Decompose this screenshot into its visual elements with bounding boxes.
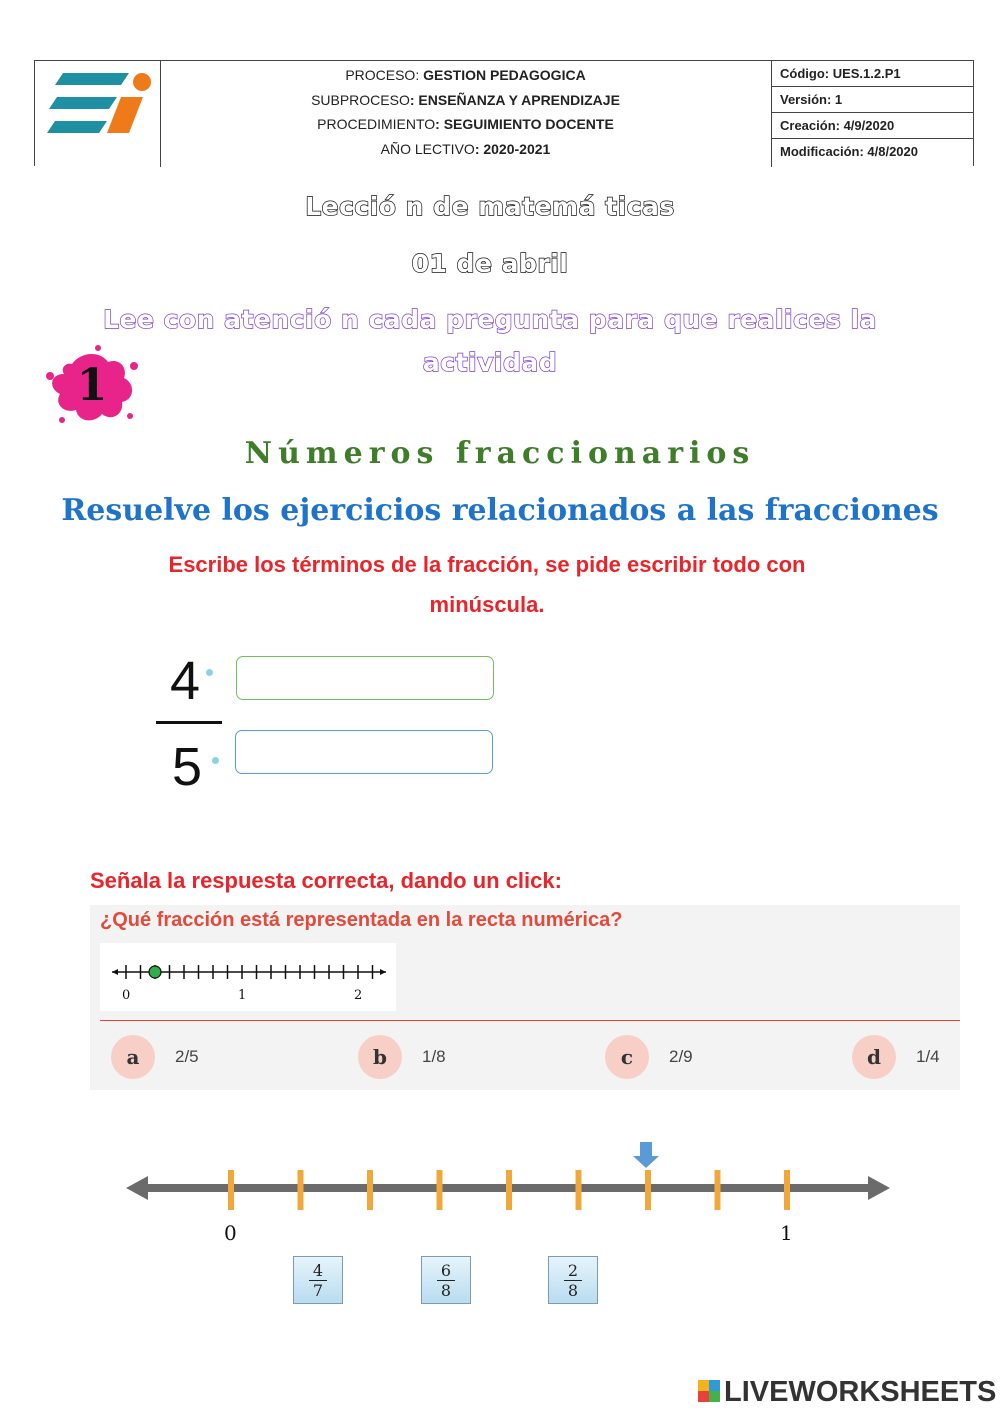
option-letter[interactable]: b: [358, 1035, 402, 1079]
fraction-choice-4-7[interactable]: [293, 1256, 343, 1304]
option-value: 2/5: [175, 1047, 199, 1066]
tick-mark: [228, 1170, 234, 1210]
axis-label: 1: [780, 1221, 793, 1245]
modificacion: Modificación: 4/8/2020: [780, 144, 918, 159]
quiz-divider: [100, 1020, 960, 1021]
proceso-label: PROCESO:: [345, 67, 424, 83]
axis-label: 2: [354, 988, 363, 1003]
denominator-input[interactable]: [235, 730, 493, 774]
lesson-title: Lecció n de matemá ticas: [305, 192, 675, 221]
tick-mark: [576, 1170, 582, 1210]
codigo: Código: UES.1.2.P1: [772, 61, 973, 87]
section-subtitle: Resuelve los ejercicios relacionados a las fracciones: [61, 493, 939, 528]
fraction-choice-2-8[interactable]: [548, 1256, 598, 1304]
instruction-line1: Lee con atenció n cada pregunta para que realices la: [103, 305, 877, 334]
choice-denominator: 8: [567, 1281, 579, 1300]
subproceso-value: : ENSEÑANZA Y APRENDIZAJE: [409, 91, 620, 108]
tick-mark: [506, 1170, 512, 1210]
procedimiento-value: : SEGUIMIENTO DOCENTE: [435, 116, 614, 132]
option-letter[interactable]: a: [111, 1035, 155, 1079]
option-value: 2/9: [669, 1047, 693, 1066]
option-d[interactable]: [852, 1035, 940, 1079]
document-header: [34, 60, 974, 166]
axis-label: 0: [122, 988, 131, 1003]
option-a[interactable]: [111, 1035, 199, 1079]
tick-mark: [437, 1170, 443, 1210]
exercise1-prompt-line1: Escribe los términos de la fracción, se pide escribir todo con: [168, 552, 806, 577]
tick-mark: [298, 1170, 304, 1210]
axis-label: 1: [238, 988, 247, 1003]
quiz-card: [90, 905, 960, 1090]
choice-denominator: 7: [312, 1281, 324, 1300]
school-logo: [47, 69, 157, 141]
marked-point: [149, 966, 161, 978]
proceso-value: GESTION PEDAGOGICA: [423, 67, 586, 83]
section-title: Números fraccionarios: [244, 436, 756, 471]
tick-mark: [784, 1170, 790, 1210]
large-number-line: [120, 1130, 900, 1330]
down-arrow-icon: [633, 1142, 659, 1168]
option-letter[interactable]: d: [852, 1035, 896, 1079]
option-c[interactable]: [605, 1035, 693, 1079]
creacion: Creación: 4/9/2020: [772, 113, 973, 139]
choice-denominator: 8: [440, 1281, 452, 1300]
number-line-graphic: [100, 943, 396, 1011]
choice-numerator: 2: [567, 1261, 579, 1280]
anio-label: AÑO LECTIVO: [380, 140, 475, 157]
lesson-date: 01 de abril: [411, 249, 569, 278]
number-line-exercise: [120, 1130, 900, 1330]
option-value: 1/8: [422, 1047, 446, 1066]
option-b[interactable]: [358, 1035, 446, 1079]
version: Versión: 1: [772, 87, 973, 113]
subproceso-label: SUBPROCESO: [311, 91, 410, 108]
tick-mark: [367, 1170, 373, 1210]
tick-mark: [715, 1170, 721, 1210]
fraction-numerator: 4: [170, 651, 201, 711]
liveworksheets-brand: LIVEWORKSHEETS: [724, 1376, 997, 1408]
fraction-denominator: 5: [172, 737, 203, 797]
procedimiento-label: PROCEDIMIENTO: [317, 116, 436, 132]
header-process-info: [160, 61, 772, 167]
numerator-dot: [206, 669, 213, 676]
school-logo-cell: [35, 61, 161, 167]
choice-numerator: 6: [440, 1261, 452, 1280]
denominator-dot: [212, 757, 219, 764]
choice-numerator: 4: [312, 1261, 324, 1280]
instruction-line2: actividad: [422, 348, 558, 377]
badge-number: 1: [76, 360, 108, 411]
fraction-bar: [156, 721, 222, 724]
exercise1-prompt-line2: minúscula.: [429, 592, 545, 617]
anio-value: : 2020-2021: [474, 140, 551, 157]
numerator-input[interactable]: [236, 656, 494, 700]
number-line-card: [100, 943, 396, 1011]
splash-badge: [42, 344, 142, 428]
axis-label: 0: [224, 1221, 237, 1245]
option-value: 1/4: [916, 1047, 940, 1066]
tick-mark: [645, 1170, 651, 1210]
quiz-question: ¿Qué fracción está representada en la recta numérica?: [100, 909, 623, 931]
header-codes: [772, 61, 973, 167]
liveworksheets-logo-icon: [698, 1380, 720, 1402]
fraction-choice-6-8[interactable]: [421, 1256, 471, 1304]
option-letter[interactable]: c: [605, 1035, 649, 1079]
exercise2-prompt: Señala la respuesta correcta, dando un click:: [90, 868, 562, 893]
